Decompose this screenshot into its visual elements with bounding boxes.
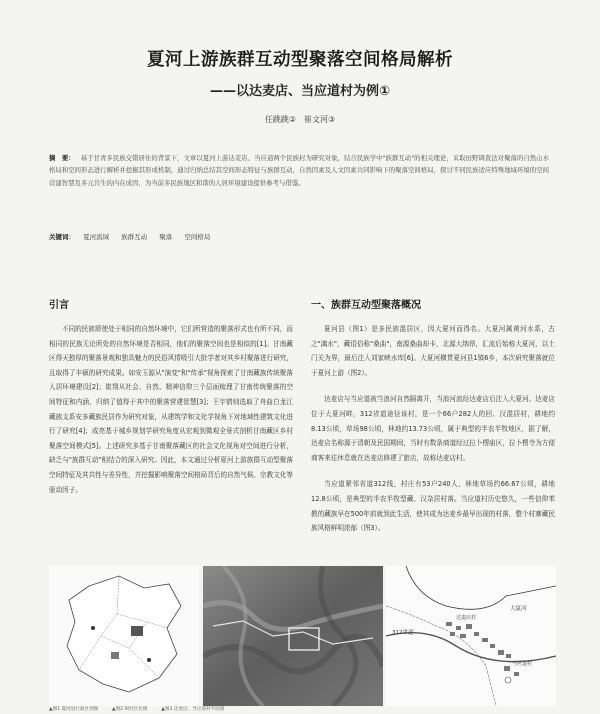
abstract-text: 基于甘青多民族交错居住的背景下，文章以夏河上游达麦店、当应道两个民族村为研究对象，结合民族学中"族群互动"的相关理论，采取田野调查法对聚落的自然山水格局和空间形态进行解析并挖掘其形成机制，通过归纳总结其空间形态特征与族群互动，自然因素及人文因素共同影响下的聚落空间格局，探讨不同民族适应特殊地域环境的空间营建智慧及多元共生的内在成因，为当前多民族地区和谐的人居环境建设提供参考与借鉴。 xyxy=(49,154,549,187)
article-subtitle: ——以达麦店、当应道村为例① xyxy=(209,84,390,99)
abstract xyxy=(49,152,549,189)
village-label-damaidian: 达麦店村 xyxy=(456,615,477,621)
article-title: 夏河上游族群互动型聚落空间格局解析 xyxy=(147,50,453,70)
authors: 任跳跳② 崔文河③ xyxy=(264,115,336,124)
overview-paragraph-1: 夏河县（图1）是多民族混居区，因大夏河而得名。大夏河属黄河水系，古之"漓水"，藏语俗称"桑曲"，南源桑曲却卡，北源大纳昂，汇流后始称大夏河，以土门关为界，最后注入刘家峡水库[6]。大夏河横贯夏河县1镇6乡，本次研究聚落就位于夏河上游（图2）。 xyxy=(311,325,555,377)
keyword: 聚落 xyxy=(159,233,173,241)
keyword: 夏河流域 xyxy=(83,233,110,241)
river-label: 大夏河 xyxy=(510,606,527,612)
section-heading-intro: 引言 xyxy=(49,300,69,311)
keyword: 族群互动 xyxy=(121,233,148,241)
keyword: 空间格局 xyxy=(184,233,211,241)
overview-column xyxy=(311,322,555,548)
abstract-label: 摘 要： xyxy=(49,154,75,162)
keywords-label: 关键词： xyxy=(49,233,75,241)
overview-paragraph-3: 当应道紧邻省道312线，村庄有53户240人，林地草场约66.67公顷，耕地12.8公顷，是典型的半农半牧型藏、汉杂居村落。当应道村历史悠久，一些信仰苯教的藏族早在500年前就到此生活，使其成为达麦乡最早出现的村落，整个村寨藏民族风格鲜明浓郁（图3）。 xyxy=(311,480,555,533)
section-heading-overview: 一、族群互动型聚落概况 xyxy=(311,300,421,311)
road-label: 312省道 xyxy=(392,630,414,636)
village-plan-graphic xyxy=(386,566,556,706)
overview-paragraph-2: 达麦店与当应道被当浪河自然隔离开，当浪河流经达麦店后注入大夏河。达麦店位于大夏河畔，312省道途径该村，是一个66户282人的回、汉混居村，耕地约8.13公顷，草场98公顷，林地约13.73公顷，属于典型的半农半牧地区，据了解，达麦店名称源于清朝及民国期间，当时有数条商道经过拉卜楞庙区，拉卜楞寺为方便商客来往休息就在达麦店修建了旅店，故称达麦店村。 xyxy=(311,395,555,462)
intro-column xyxy=(49,322,293,509)
intro-paragraph: 不同的民族即使处于相同的自然环境中，它们所营造的聚落形式也有所不同，而相同的民族无论所处的自然环境是否相同，他们的聚落空间也是相似的[1]。甘南藏区得天独厚的聚落景观和独具魅力的民俗风情吸引大批学者对其乡村聚落进行研究，且取得了丰硕的研究成果。如安玉源从"演变"和"传承"视角探索了甘南藏族传统聚落人居环境建设[2]；崔翔从社会、自然、精神信仰三个层面梳理了甘南传统聚落的空间特征和内涵，归纳了值得于其中的聚落营建智慧[3]；王宇倩则选取了舟曲白龙江藏族支系安多藏族民居作为研究对象，从建筑学和文化学视角下对地域性建筑文化进行了研究[4]；成亮基于城乡规划学研究角度从宏观到微观全景式剖析甘南藏区乡村聚落空间模式[5]。上述研究多基于甘南聚落藏区的社会文化视角对空间进行分析，缺乏与"族群互动"相结合的深入研究。因此，本文通过分析夏河上游族群互动型聚落空间特征及其共性与差异性，并挖掘影响聚落空间格局背后的自然气候、宗教文化等驱动因子。 xyxy=(49,325,293,494)
village-label-dangyingdao: 当应道村 xyxy=(512,661,533,667)
county-map-graphic xyxy=(49,566,199,706)
figure-3-village-plan xyxy=(386,566,556,706)
keywords xyxy=(49,232,549,241)
terrain-map-graphic xyxy=(203,566,383,706)
figure-captions: ▲图1 夏河县行政区划图 ▲图2 研究区位图 ▲图3 达麦店、当应道村平面图 xyxy=(49,707,225,712)
figure-1-county-map xyxy=(49,566,199,706)
figure-2-location-map xyxy=(203,566,383,706)
